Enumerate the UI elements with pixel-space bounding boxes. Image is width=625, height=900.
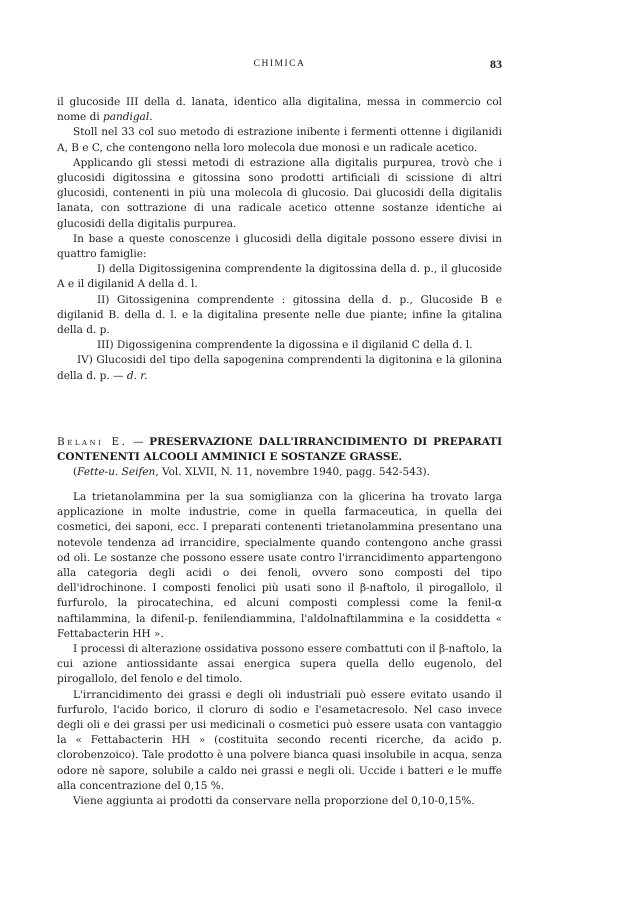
intro-p1-italic: pandigal — [103, 111, 150, 124]
citation-details: , Vol. XLVII, N. 11, novembre 1940, pagg. 542-543). — [155, 466, 430, 479]
article-paragraph: La trietanolammina per la sua somiglianza con la glicerina ha trovato larga applicazione in molte industrie, come in quella farmaceutica, in quella dei cosmetici, dei saponi, ecc. I preparati contenenti trietanolammina presentano una notevole tendenza ad irrancidire, specialmente quando contengono anche grassi od oli. Le sostanze che possono essere usate contro l'irrancidimento appartengono alla categoria degli acidi o dei fenoli, ovvero sono composti del tipo dell'idrochinone. I composti fenolici più usati sono il β-naftolo, il pirogallolo, il furfurolo, la pirocatechina, ed alcuni composti complessi come la fenil-α naftilammina, la difenil-p. fenilendiammina, l'aldolnaftilammina e la cosiddetta « Fettabacterin HH ». — [57, 491, 502, 640]
intro-paragraph-2: Stoll nel 33 col suo metodo di estrazione inibente i fermenti ottenne i digilanidi A, B e C, che contengono nella loro molecola due monosi e un radicale acetico. — [57, 126, 502, 154]
family-list-item-4 — [57, 353, 502, 383]
intro-p1-text: il glucoside III della d. lanata, identico alla digitalina, messa in commercio col nome di — [57, 96, 502, 124]
running-head-title: CHIMICA — [253, 59, 306, 69]
citation-open: ( — [73, 466, 78, 479]
intro-section — [57, 95, 502, 384]
article-author: Belani E. — [57, 436, 128, 448]
article-title-dash: — — [127, 436, 150, 448]
page-number: 83 — [490, 57, 502, 71]
family-list-item-4-text: IV) Glucosidi del tipo della sapogenina comprendenti la digitonina e la gilonina della d. p. — — [57, 354, 502, 382]
intro-p1-end: . — [149, 111, 153, 124]
intro-paragraph-4: In base a queste conoscenze i glucosidi della digitale possono essere divisi in quattro famiglie: — [57, 232, 502, 261]
family-list-item-3: III) Digossigenina comprendente la digossina e il digilanid C della d. l. — [97, 339, 473, 352]
family-list-item-2: II) Gitossigenina comprendente : gitossina della d. p., Glucoside B e digilanid B. della d. l. e la digitalina presente nelle due piante; infine la gitalina della d. p. — [57, 293, 502, 337]
article-paragraph: I processi di alterazione ossidativa possono essere combattuti con il β-naftolo, la cui azione antiossidante assai energica supera quella dello eugenolo, del pirogallolo, del fenolo e del timolo. — [57, 643, 502, 686]
intro-paragraph-1 — [57, 95, 502, 125]
article-title: PRESERVAZIONE DALL'IRRANCIDIMENTO DI PREPARATI CONTENENTI ALCOOLI AMMINICI E SOSTANZE GRASSE. — [57, 436, 502, 464]
author-initials-signature: d. r. — [126, 369, 148, 382]
citation-journal: Fette-u. Seifen — [77, 466, 156, 479]
article-heading — [57, 435, 502, 481]
article-title-line — [57, 435, 502, 465]
article-paragraph: Viene aggiunta ai prodotti da conservare nella proporzione del 0,10-0,15%. — [73, 795, 475, 808]
article-body — [57, 490, 502, 809]
running-head — [57, 57, 502, 73]
intro-paragraph-3: Applicando gli stessi metodi di estrazione alla digitalis purpurea, trovò che i glucosidi digitossina e gitossina sono prodotti artificiali di scissione di altri glucosidi, contenenti in più una molecola di glucosio. Dai glucosidi della digitalis lanata, con sottrazione di una radicale acetico ottenne sostanze identiche ai glucosidi della digitalis purpurea. — [57, 156, 502, 230]
article-citation — [57, 465, 502, 480]
article-paragraph: L'irrancidimento dei grassi e degli oli industriali può essere evitato usando il furfurolo, l'acido borico, il cloruro di sodio e l'esametacresolo. Nel caso invece degli oli e dei grassi per usi medicinali o cosmetici può essere usata con vantaggio la « Fettabacterin HH » (costituita secondo recenti ricerche, da acido p. clorobenzoico). Tale prodotto è una polvere bianca quasi insolubile in acqua, senza odore nè sapore, solubile a caldo nei grassi e negli oli. Uccide i batteri e le muffe alla concentrazione del 0,15 %. — [57, 688, 502, 792]
family-list-item-1: I) della Digitossigenina comprendente la digitossina della d. p., il glucoside A e il digilanid A della d. l. — [57, 263, 502, 291]
